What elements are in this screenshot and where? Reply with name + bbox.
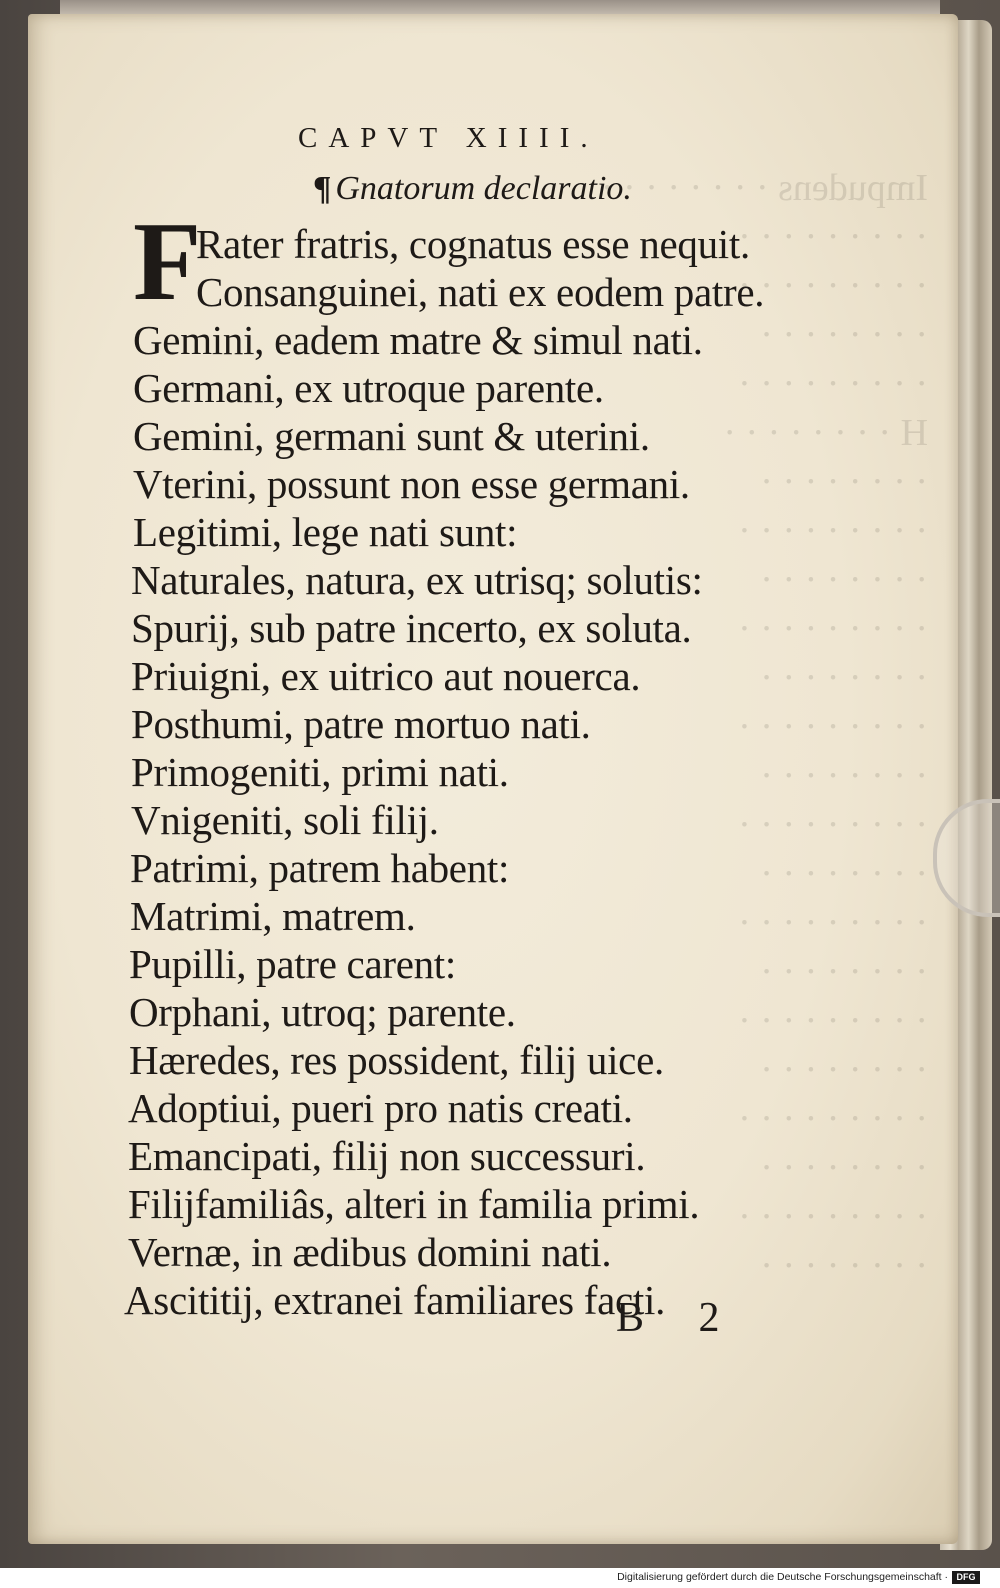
text-line: Germani, ex utroque parente. [133,365,604,411]
text-line: Adoptiui, pueri pro natis creati. [128,1085,633,1131]
text-line: Filijfamiliâs, alteri in familia primi. [128,1181,700,1227]
pilcrow-mark: ¶ [313,170,332,207]
bleed-through-text: Impudens · · · · · · · · · · · · · · · · · · · · · · · · · · · · · · · · · · · · · · · · · · · H · · · · · · · · · · · · · · · · · · · · · · · · · · · · · · · · · · · · · · · · · · · · · · · · · · · · · · · · · · · · · · · · · · · · · · · · · · · · · · · · · · · · · · · · · · · · · · · · · · · · · · · · · · · · · · · · · · · · · · · · · · · · · · · · · · · · · · · · · · · · · · · · · · · · · · · · [600,167,928,1287]
text-line: Patrimi, patrem habent: [130,845,510,891]
text-line: Spurij, sub patre incerto, ex soluta. [131,605,692,651]
text-line: Priuigni, ex uitrico aut nouerca. [131,653,641,699]
subtitle-text: Gnatorum declaratio. [335,170,632,207]
footer-bar [0,1568,1000,1588]
text-line: Orphani, utroq; parente. [129,989,516,1035]
footer-credit: Digitalisierung gefördert durch die Deutsche Forschungsgemeinschaft · [617,1571,948,1583]
chapter-heading: CAPVT XIIII. [298,122,599,154]
text-line: Naturales, natura, ex utrisq; solutis: [131,557,703,603]
text-line: Primogeniti, primi nati. [131,749,509,795]
text-line: Posthumi, patre mortuo nati. [131,701,591,747]
text-line: Consanguinei, nati ex eodem patre. [196,269,765,315]
text-line: Pupilli, patre carent: [129,941,456,987]
text-line: Ascititij, extranei familiares facti. [124,1277,666,1323]
text-line: Vernæ, in ædibus domini nati. [128,1229,612,1275]
text-line: Vnigeniti, soli filij. [131,797,439,843]
text-line: Gemini, germani sunt & uterini. [133,413,650,459]
text-line: Gemini, eadem matre & simul nati. [133,317,703,363]
text-line: Matrimi, matrem. [130,893,416,939]
text-line: Emancipati, filij non successuri. [128,1133,646,1179]
signature-mark: B 2 [616,1295,742,1341]
drop-cap: F [133,200,202,324]
paper-clip [933,799,1000,917]
book-page [28,14,958,1544]
chapter-subtitle [313,170,632,208]
text-line: Legitimi, lege nati sunt: [133,509,518,555]
text-line: Rater fratris, cognatus esse nequit. [196,221,750,267]
text-line: Hæredes, res possident, filij uice. [129,1037,664,1083]
text-line: Vterini, possunt non esse germani. [133,461,690,507]
dfg-logo: DFG [952,1571,980,1584]
